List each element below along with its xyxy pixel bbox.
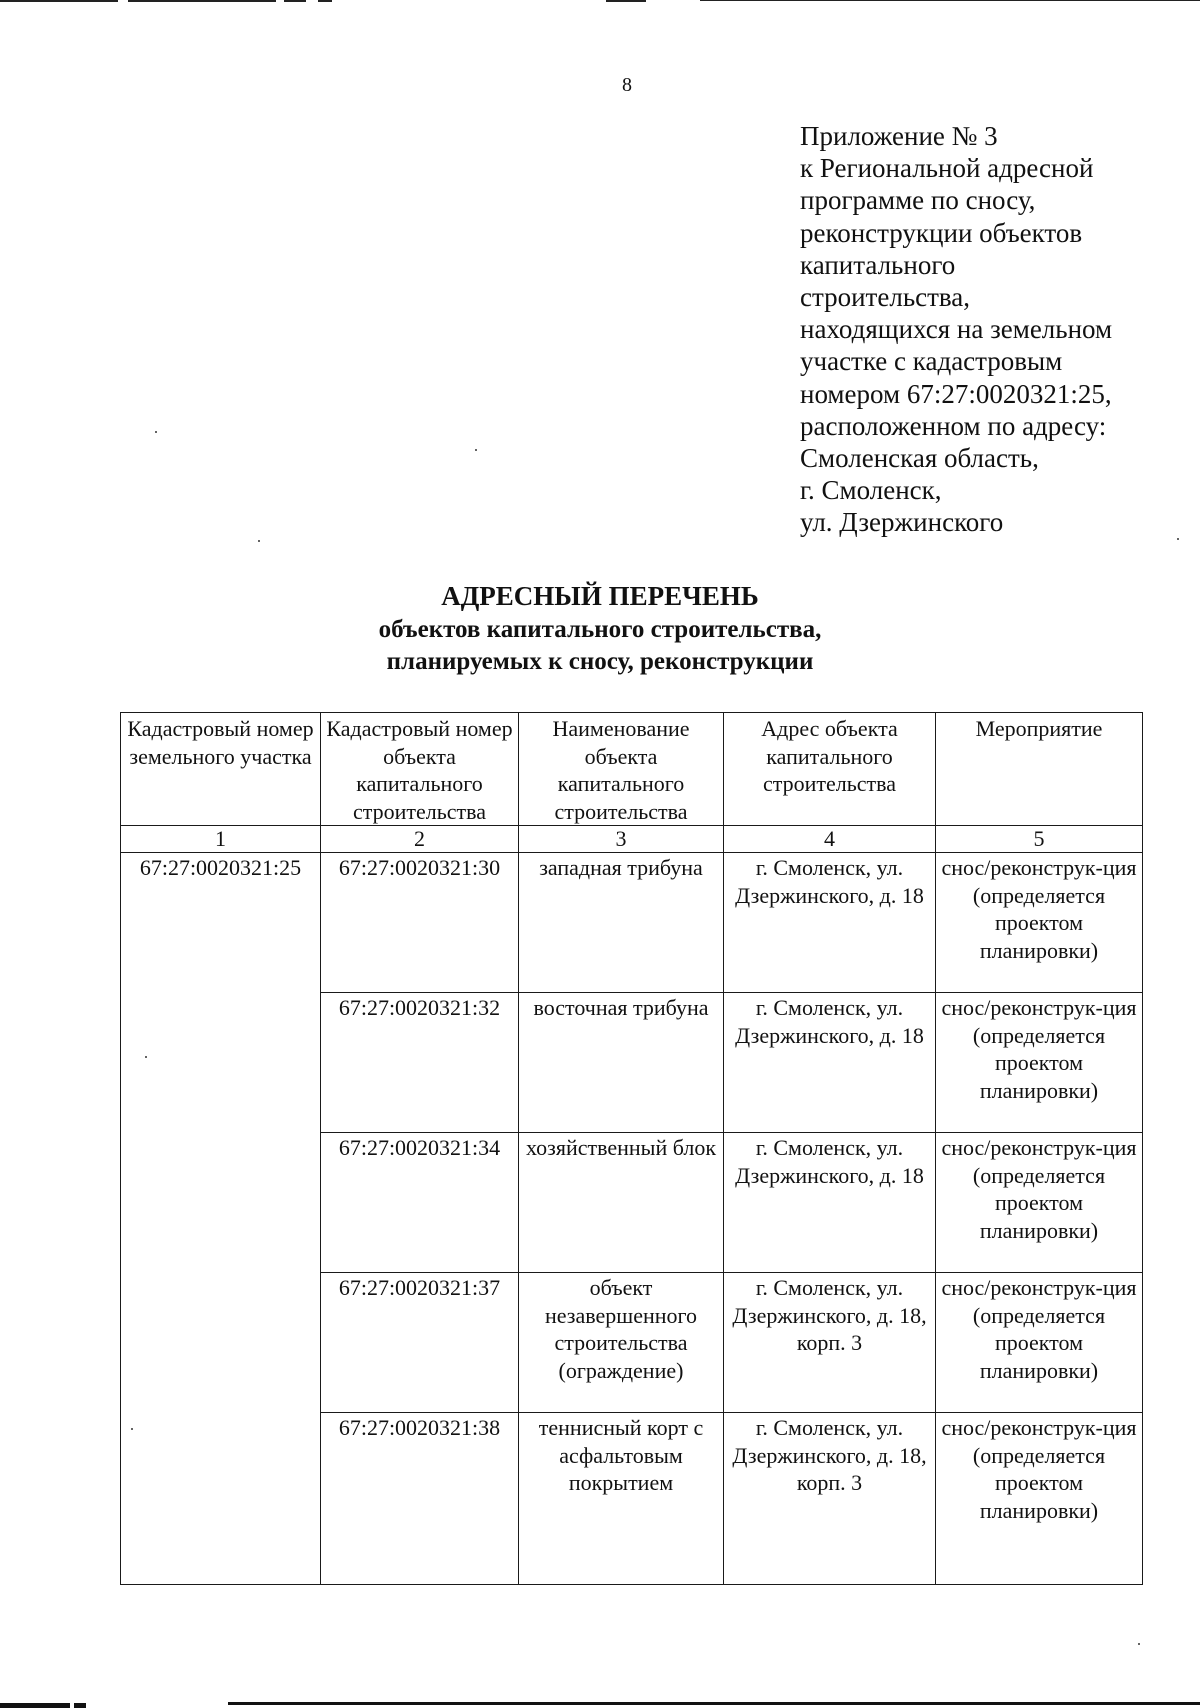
column-number-row — [121, 826, 1143, 853]
table-row — [121, 853, 1143, 993]
appendix-line: капитального — [800, 249, 956, 280]
appendix-line: ул. Дзержинского — [800, 507, 1004, 538]
header-object-name: Наименование объекта капитального строительства — [519, 713, 724, 826]
appendix-note — [800, 120, 1160, 539]
scan-speck — [155, 431, 157, 433]
column-number: 1 — [121, 826, 321, 853]
object-name: хозяйственный блок — [519, 1133, 724, 1273]
object-name: восточная трибуна — [519, 993, 724, 1133]
page-number: 8 — [622, 74, 632, 96]
object-action: снос/реконструк-ция (определяется проектом планировки) — [936, 853, 1143, 993]
land-plot-number: 67:27:0020321:25 — [121, 853, 321, 1585]
appendix-line: расположенном по адресу: — [800, 410, 1107, 441]
document-subtitle — [0, 614, 1200, 678]
column-number: 2 — [321, 826, 519, 853]
object-cadastral-number: 67:27:0020321:38 — [321, 1413, 519, 1585]
scan-edge-top — [0, 0, 1200, 4]
table-header-row — [121, 713, 1143, 826]
scan-speck — [258, 540, 260, 542]
appendix-line: Смоленская область, — [800, 443, 1039, 474]
appendix-line: к Региональной адресной — [800, 153, 1094, 184]
object-action: снос/реконструк-ция (определяется проектом планировки) — [936, 1133, 1143, 1273]
object-address: г. Смоленск, ул. Дзержинского, д. 18, корп. 3 — [724, 1413, 936, 1585]
appendix-line: находящихся на земельном — [800, 314, 1113, 345]
appendix-line: участке с кадастровым — [800, 346, 1063, 377]
scan-speck — [131, 1428, 133, 1430]
column-number: 3 — [519, 826, 724, 853]
appendix-line: номером 67:27:0020321:25, — [800, 378, 1112, 409]
object-name: западная трибуна — [519, 853, 724, 993]
appendix-line: строительства, — [800, 282, 971, 313]
object-cadastral-number: 67:27:0020321:32 — [321, 993, 519, 1133]
header-action: Мероприятие — [936, 713, 1143, 826]
object-name: объект незавершенного строительства (ограждение) — [519, 1273, 724, 1413]
scan-speck — [145, 1056, 147, 1058]
object-address: г. Смоленск, ул. Дзержинского, д. 18 — [724, 1133, 936, 1273]
scan-edge-bottom — [0, 1696, 1200, 1708]
document-title: АДРЕСНЫЙ ПЕРЕЧЕНЬ — [441, 581, 759, 611]
object-address: г. Смоленск, ул. Дзержинского, д. 18 — [724, 993, 936, 1133]
appendix-line: программе по сносу, — [800, 185, 1036, 216]
appendix-line: реконструкции объектов — [800, 217, 1083, 248]
object-address: г. Смоленск, ул. Дзержинского, д. 18 — [724, 853, 936, 993]
column-number: 4 — [724, 826, 936, 853]
scan-speck — [1177, 538, 1179, 540]
scan-speck — [475, 449, 477, 451]
object-cadastral-number: 67:27:0020321:37 — [321, 1273, 519, 1413]
header-object-cadastral: Кадастровый номер объекта капитального строительства — [321, 713, 519, 826]
appendix-line: Приложение № 3 — [800, 121, 998, 151]
header-object-address: Адрес объекта капитального строительства — [724, 713, 936, 826]
object-action: снос/реконструк-ция (определяется проектом планировки) — [936, 993, 1143, 1133]
object-address: г. Смоленск, ул. Дзержинского, д. 18, корп. 3 — [724, 1273, 936, 1413]
address-register-table — [120, 712, 1143, 1585]
scan-speck — [1138, 1643, 1140, 1645]
object-action: снос/реконструк-ция (определяется проектом планировки) — [936, 1413, 1143, 1585]
object-cadastral-number: 67:27:0020321:34 — [321, 1133, 519, 1273]
object-cadastral-number: 67:27:0020321:30 — [321, 853, 519, 993]
object-name: теннисный корт с асфальтовым покрытием — [519, 1413, 724, 1585]
column-number: 5 — [936, 826, 1143, 853]
header-land-plot: Кадастровый номер земельного участка — [121, 713, 321, 826]
subtitle-line: планируемых к сносу, реконструкции — [386, 648, 814, 675]
appendix-line: г. Смоленск, — [800, 475, 942, 506]
subtitle-line: объектов капитального строительства, — [378, 616, 822, 643]
object-action: снос/реконструк-ция (определяется проектом планировки) — [936, 1273, 1143, 1413]
